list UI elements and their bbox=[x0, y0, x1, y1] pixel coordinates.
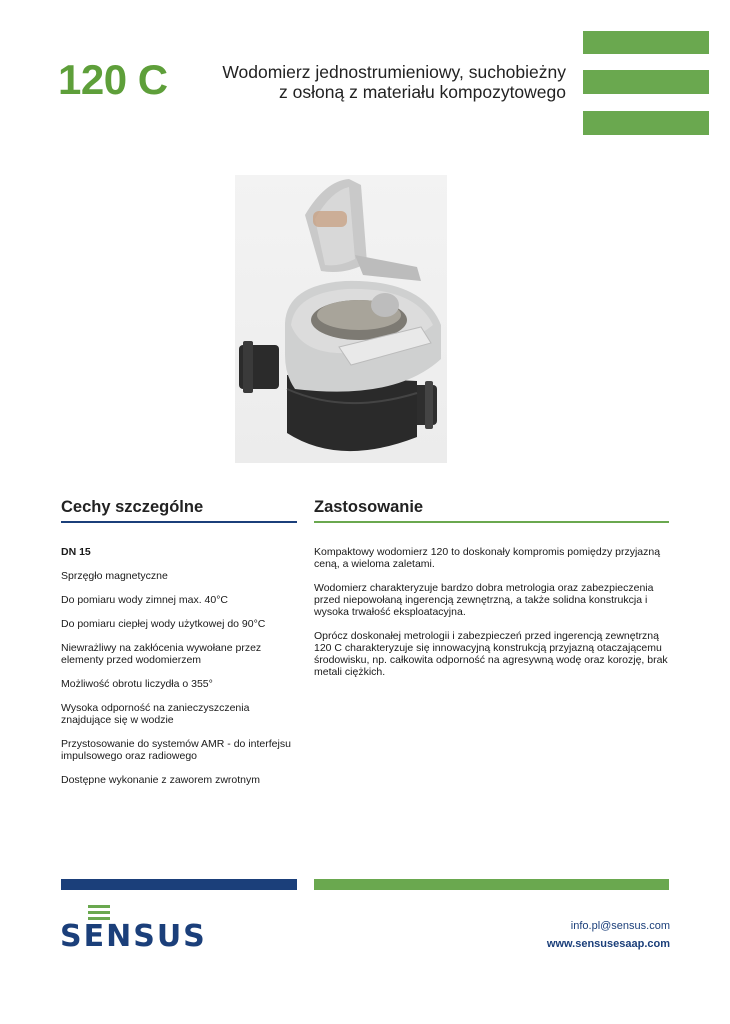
feature-item: Niewrażliwy na zakłócenia wywołane przez elementy przed wodomierzem bbox=[61, 642, 262, 666]
website-link[interactable]: www.sensusesaap.com bbox=[546, 938, 670, 950]
subtitle-line-1: Wodomierz jednostrumieniowy, suchobieżny bbox=[222, 62, 566, 82]
feature-item: Do pomiaru ciepłej wody użytkowej do 90°C bbox=[61, 618, 266, 630]
sensus-logo bbox=[60, 905, 220, 954]
feature-item: Sprzęgło magnetyczne bbox=[61, 570, 168, 582]
feature-item: Wysoka odporność na zanieczyszczenia znajdujące się w wodzie bbox=[61, 702, 250, 726]
decorative-green-bar-1 bbox=[583, 31, 709, 54]
feature-item: Możliwość obrotu liczydła o 355° bbox=[61, 678, 213, 690]
application-text bbox=[314, 546, 672, 690]
features-list bbox=[61, 546, 301, 798]
logo-wordmark: SENSUS bbox=[60, 919, 207, 954]
application-paragraph: Oprócz doskonałej metrologii i zabezpieczeń przed ingerencją zewnętrzną 120 C charakteryzuje się innowacyjną konstrukcją przyjazną otaczającemu środowisku, np. całkowita odporność na agresywną wodę oraz korozję, brak metali ciężkich. bbox=[314, 630, 668, 678]
subtitle-line-2: z osłoną z materiału kompozytowego bbox=[279, 82, 566, 102]
product-subtitle bbox=[166, 62, 566, 102]
contact-email-link[interactable]: info.pl@sensus.com bbox=[570, 920, 670, 932]
product-model: 120 C bbox=[58, 56, 168, 103]
feature-item: Do pomiaru wody zimnej max. 40°C bbox=[61, 594, 229, 606]
footer-blue-bar bbox=[61, 879, 297, 890]
application-divider bbox=[314, 521, 669, 523]
features-heading: Cechy szczególne bbox=[61, 498, 204, 516]
feature-item: Dostępne wykonanie z zaworem zwrotnym bbox=[61, 774, 260, 786]
features-divider bbox=[61, 521, 297, 523]
decorative-green-bar-3 bbox=[583, 111, 709, 135]
application-paragraph: Kompaktowy wodomierz 120 to doskonały kompromis pomiędzy przyjazną ceną, a wieloma zaletami. bbox=[314, 546, 661, 570]
water-meter-illustration bbox=[235, 175, 447, 463]
feature-item: Przystosowanie do systemów AMR - do interfejsu impulsowego oraz radiowego bbox=[61, 738, 291, 762]
product-photo bbox=[235, 175, 447, 463]
application-heading: Zastosowanie bbox=[314, 498, 424, 516]
footer-green-bar bbox=[314, 879, 669, 890]
application-paragraph: Wodomierz charakteryzuje bardzo dobra metrologia oraz zabezpieczenia przed niepowołaną ingerencją zewnętrzną, a także solidna konstrukcja i wysoka trwałość eksploatacyjna. bbox=[314, 582, 654, 618]
feature-item: DN 15 bbox=[61, 546, 91, 558]
decorative-green-bar-2 bbox=[583, 70, 709, 94]
